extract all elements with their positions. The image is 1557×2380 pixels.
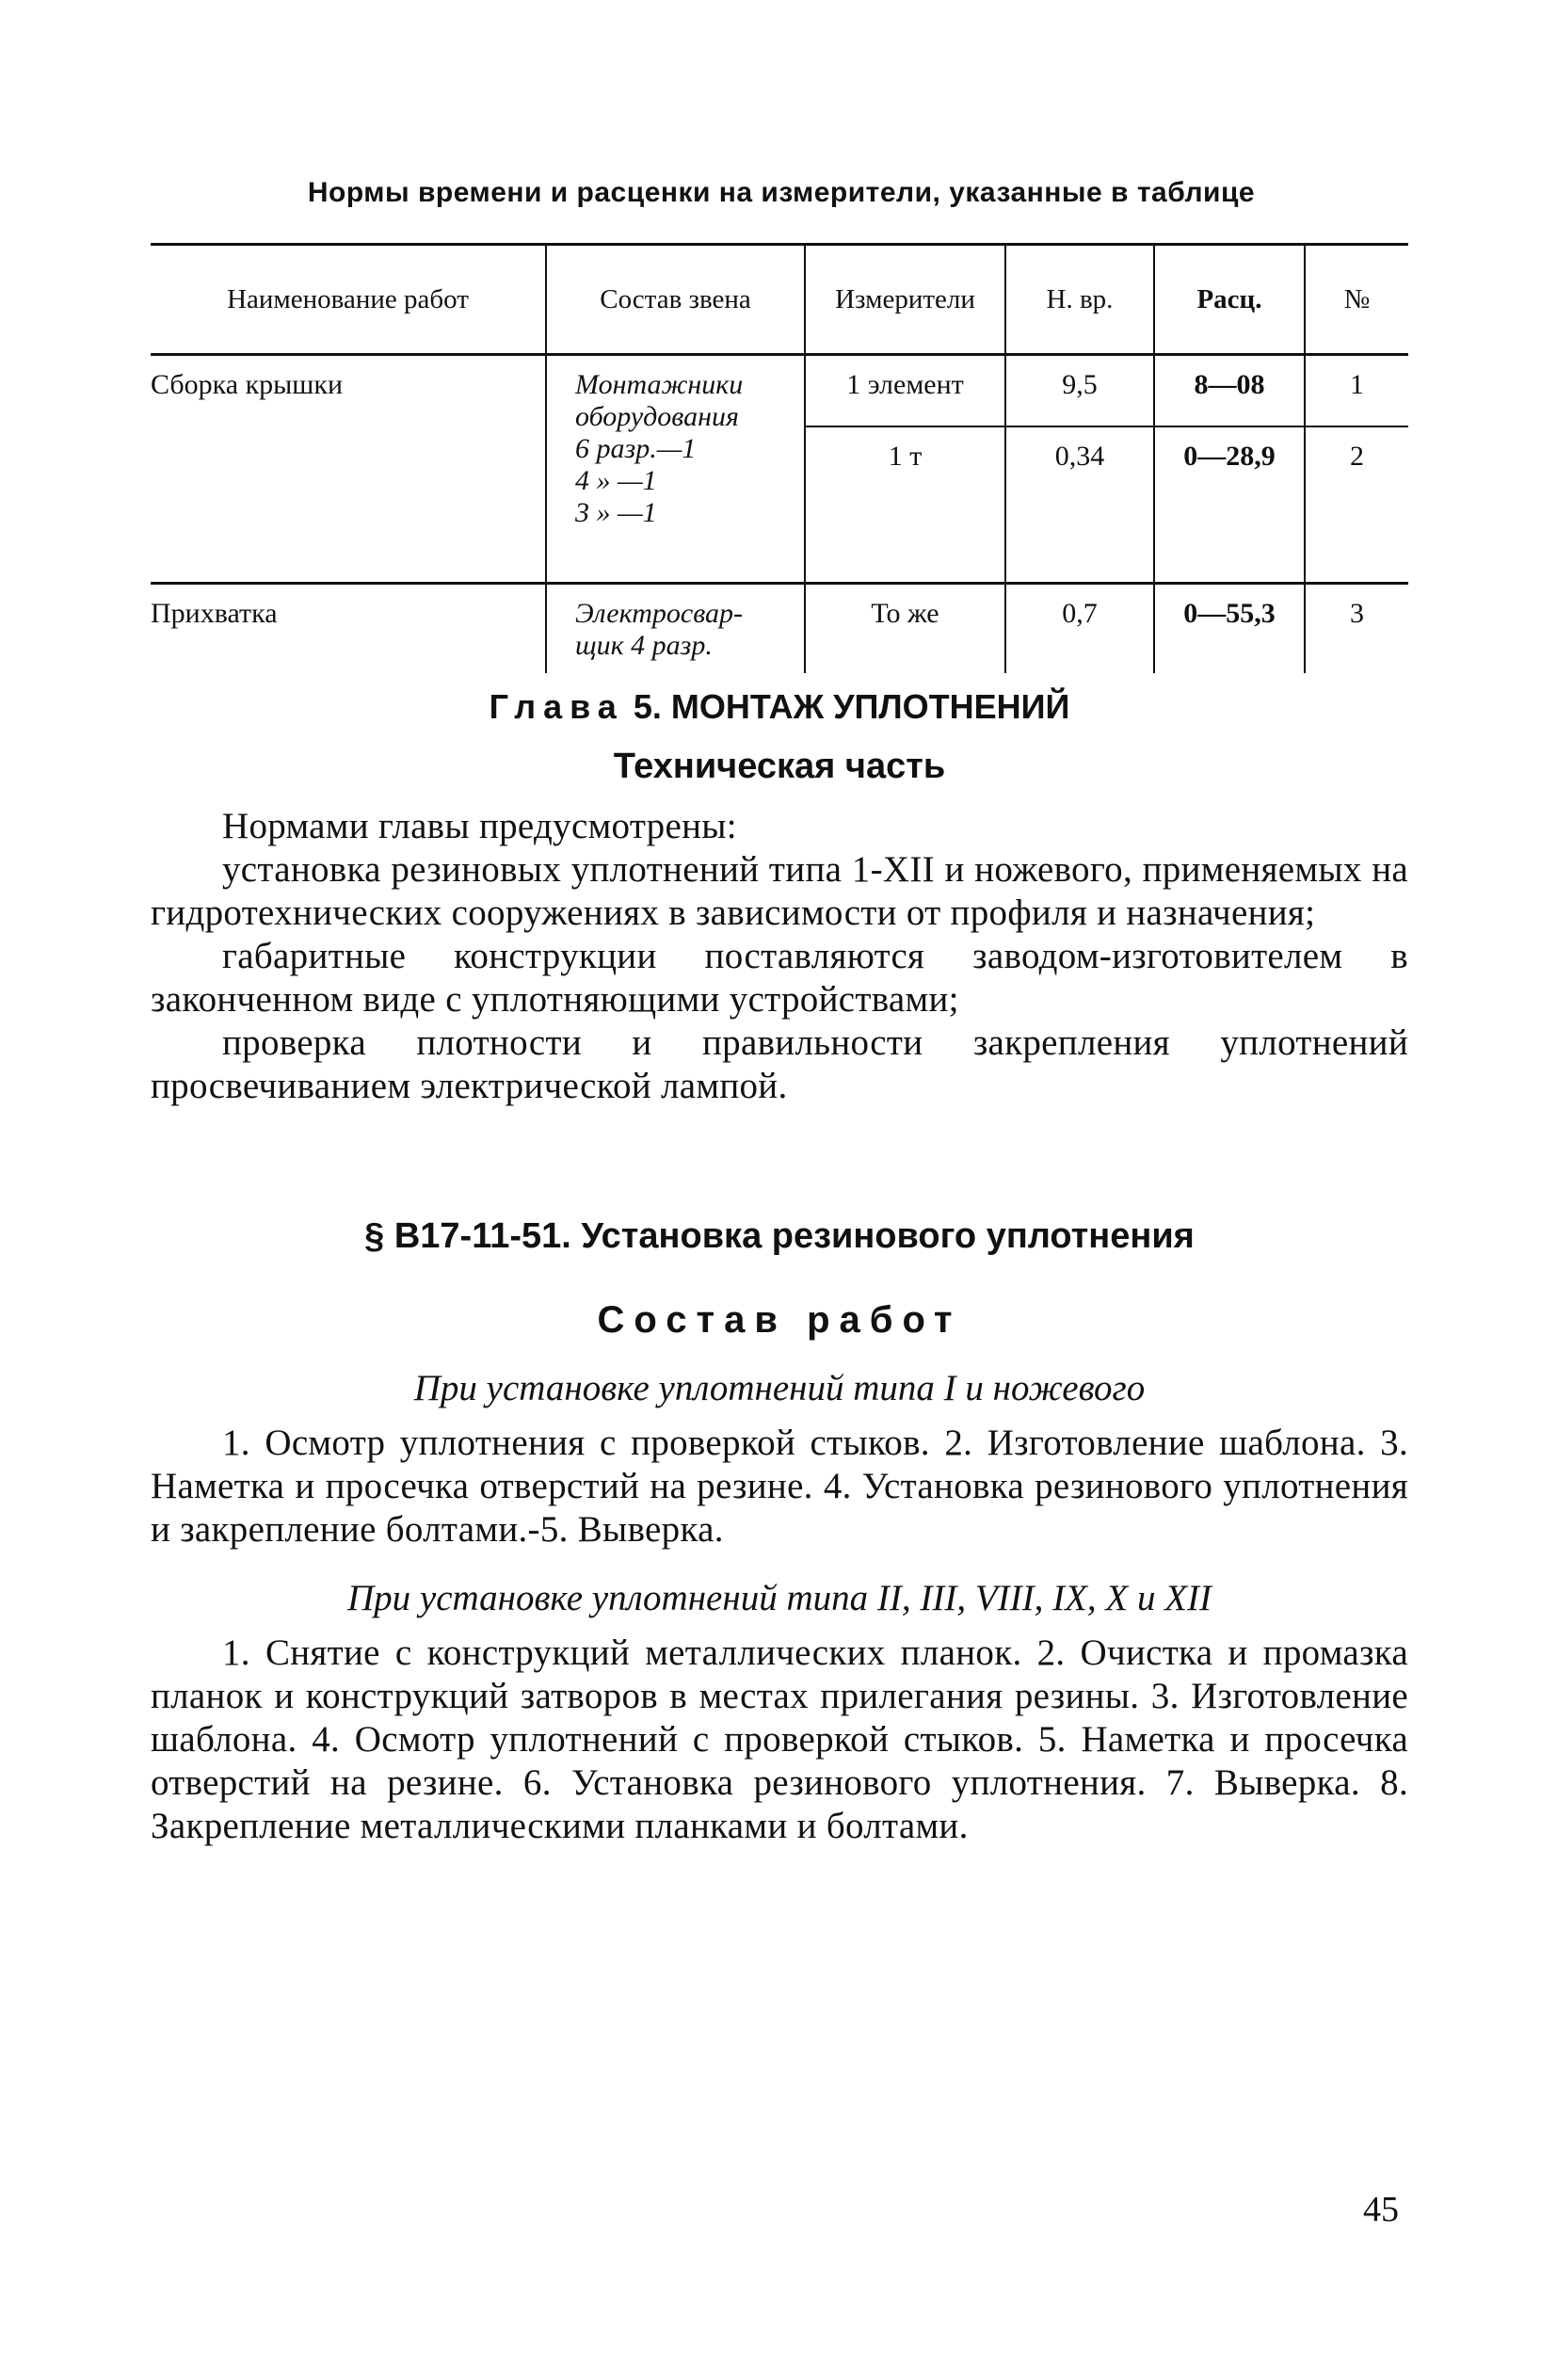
crew-cell bbox=[546, 355, 805, 584]
table-row bbox=[151, 355, 1408, 427]
measure-cell: 1 элемент bbox=[805, 355, 1005, 427]
measure-cell: То же bbox=[805, 584, 1005, 674]
norms-table bbox=[151, 243, 1408, 673]
header-crew: Состав звена bbox=[546, 245, 805, 355]
case1-heading: При установке уплотнений типа I и ножевого bbox=[413, 1368, 1146, 1408]
table-caption: Нормы времени и расценки на измерители, указанные в таблице bbox=[307, 177, 1256, 208]
work-name-cell: Сборка крышки bbox=[151, 369, 344, 400]
section-title: § В17-11-51. Установка резинового уплотнения bbox=[364, 1216, 1195, 1256]
rate-cell: 0—28,9 bbox=[1154, 426, 1305, 584]
header-measure: Измерители bbox=[805, 245, 1005, 355]
case2-heading: При установке уплотнений типа II, III, VIII, IX, X и XII bbox=[346, 1578, 1212, 1618]
case1-text-block bbox=[151, 1422, 1408, 1552]
crew-line: 4 » —1 bbox=[575, 465, 657, 496]
crew-line: 3 » —1 bbox=[575, 497, 657, 528]
rate-cell: 8—08 bbox=[1154, 355, 1305, 427]
measure-cell: 1 т bbox=[805, 426, 1005, 584]
number-cell: 1 bbox=[1305, 355, 1408, 427]
tech-part-text bbox=[151, 805, 1408, 1108]
paragraph: проверка плотности и правильности закрепления уплотнений просвечиванием электрической лампой. bbox=[151, 1022, 1408, 1106]
crew-line: Монтажники bbox=[575, 369, 744, 400]
rate-cell: 0—55,3 bbox=[1154, 584, 1305, 674]
time-norm-cell: 0,34 bbox=[1005, 426, 1154, 584]
page-number: 45 bbox=[1363, 2190, 1399, 2229]
crew-line: 6 разр.—1 bbox=[575, 433, 697, 464]
work-name-cell: Прихватка bbox=[151, 584, 546, 674]
number-cell: 2 bbox=[1305, 426, 1408, 584]
case2-text-block bbox=[151, 1632, 1408, 1848]
table-row bbox=[151, 584, 1408, 674]
crew-line: щик 4 разр. bbox=[575, 630, 713, 661]
header-time-norm: Н. вр. bbox=[1005, 245, 1154, 355]
number-cell: 3 bbox=[1305, 584, 1408, 674]
time-norm-cell: 0,7 bbox=[1005, 584, 1154, 674]
header-work-name: Наименование работ bbox=[151, 245, 546, 355]
chapter-prefix: Глава bbox=[489, 687, 624, 726]
time-norm-cell: 9,5 bbox=[1005, 355, 1154, 427]
header-number: № bbox=[1305, 245, 1408, 355]
chapter-number: 5. bbox=[633, 687, 662, 726]
paragraph: 1. Осмотр уплотнения с проверкой стыков. 2. Изготовление шаблона. 3. Наметка и просечка отверстий на резине. 4. Установка резинового уплотнения и закрепление болтами.-5. Выверка. bbox=[151, 1423, 1408, 1550]
paragraph: Нормами главы предусмотрены: bbox=[222, 806, 737, 846]
tech-part-title: Техническая часть bbox=[613, 747, 946, 786]
work-composition-title: Состав работ bbox=[597, 1299, 962, 1341]
paragraph: габаритные конструкции поставляются заводом-изготовителем в законченном виде с уплотняющими устройствами; bbox=[151, 936, 1408, 1020]
header-rate: Расц. bbox=[1154, 245, 1305, 355]
chapter-heading bbox=[151, 687, 1408, 727]
paragraph: установка резиновых уплотнений типа 1-XII и ножевого, применяемых на гидротехнических сооружениях в зависимости от профиля и назначения; bbox=[151, 849, 1408, 933]
table-header-row bbox=[151, 245, 1408, 355]
crew-line: Электросвар- bbox=[575, 598, 744, 629]
chapter-title: МОНТАЖ УПЛОТНЕНИЙ bbox=[670, 687, 1070, 726]
crew-cell bbox=[546, 584, 805, 674]
paragraph: 1. Снятие с конструкций металлических планок. 2. Очистка и промазка планок и конструкций затворов в местах прилегания резины. 3. Изготовление шаблона. 4. Осмотр уплотнений с проверкой стыков. 5. Наметка и просечка отверстий на резине. 6. Установка резинового уплотнения. 7. Выверка. 8. Закрепление металлическими планками и болтами. bbox=[151, 1632, 1408, 1846]
crew-line: оборудования bbox=[575, 401, 739, 432]
